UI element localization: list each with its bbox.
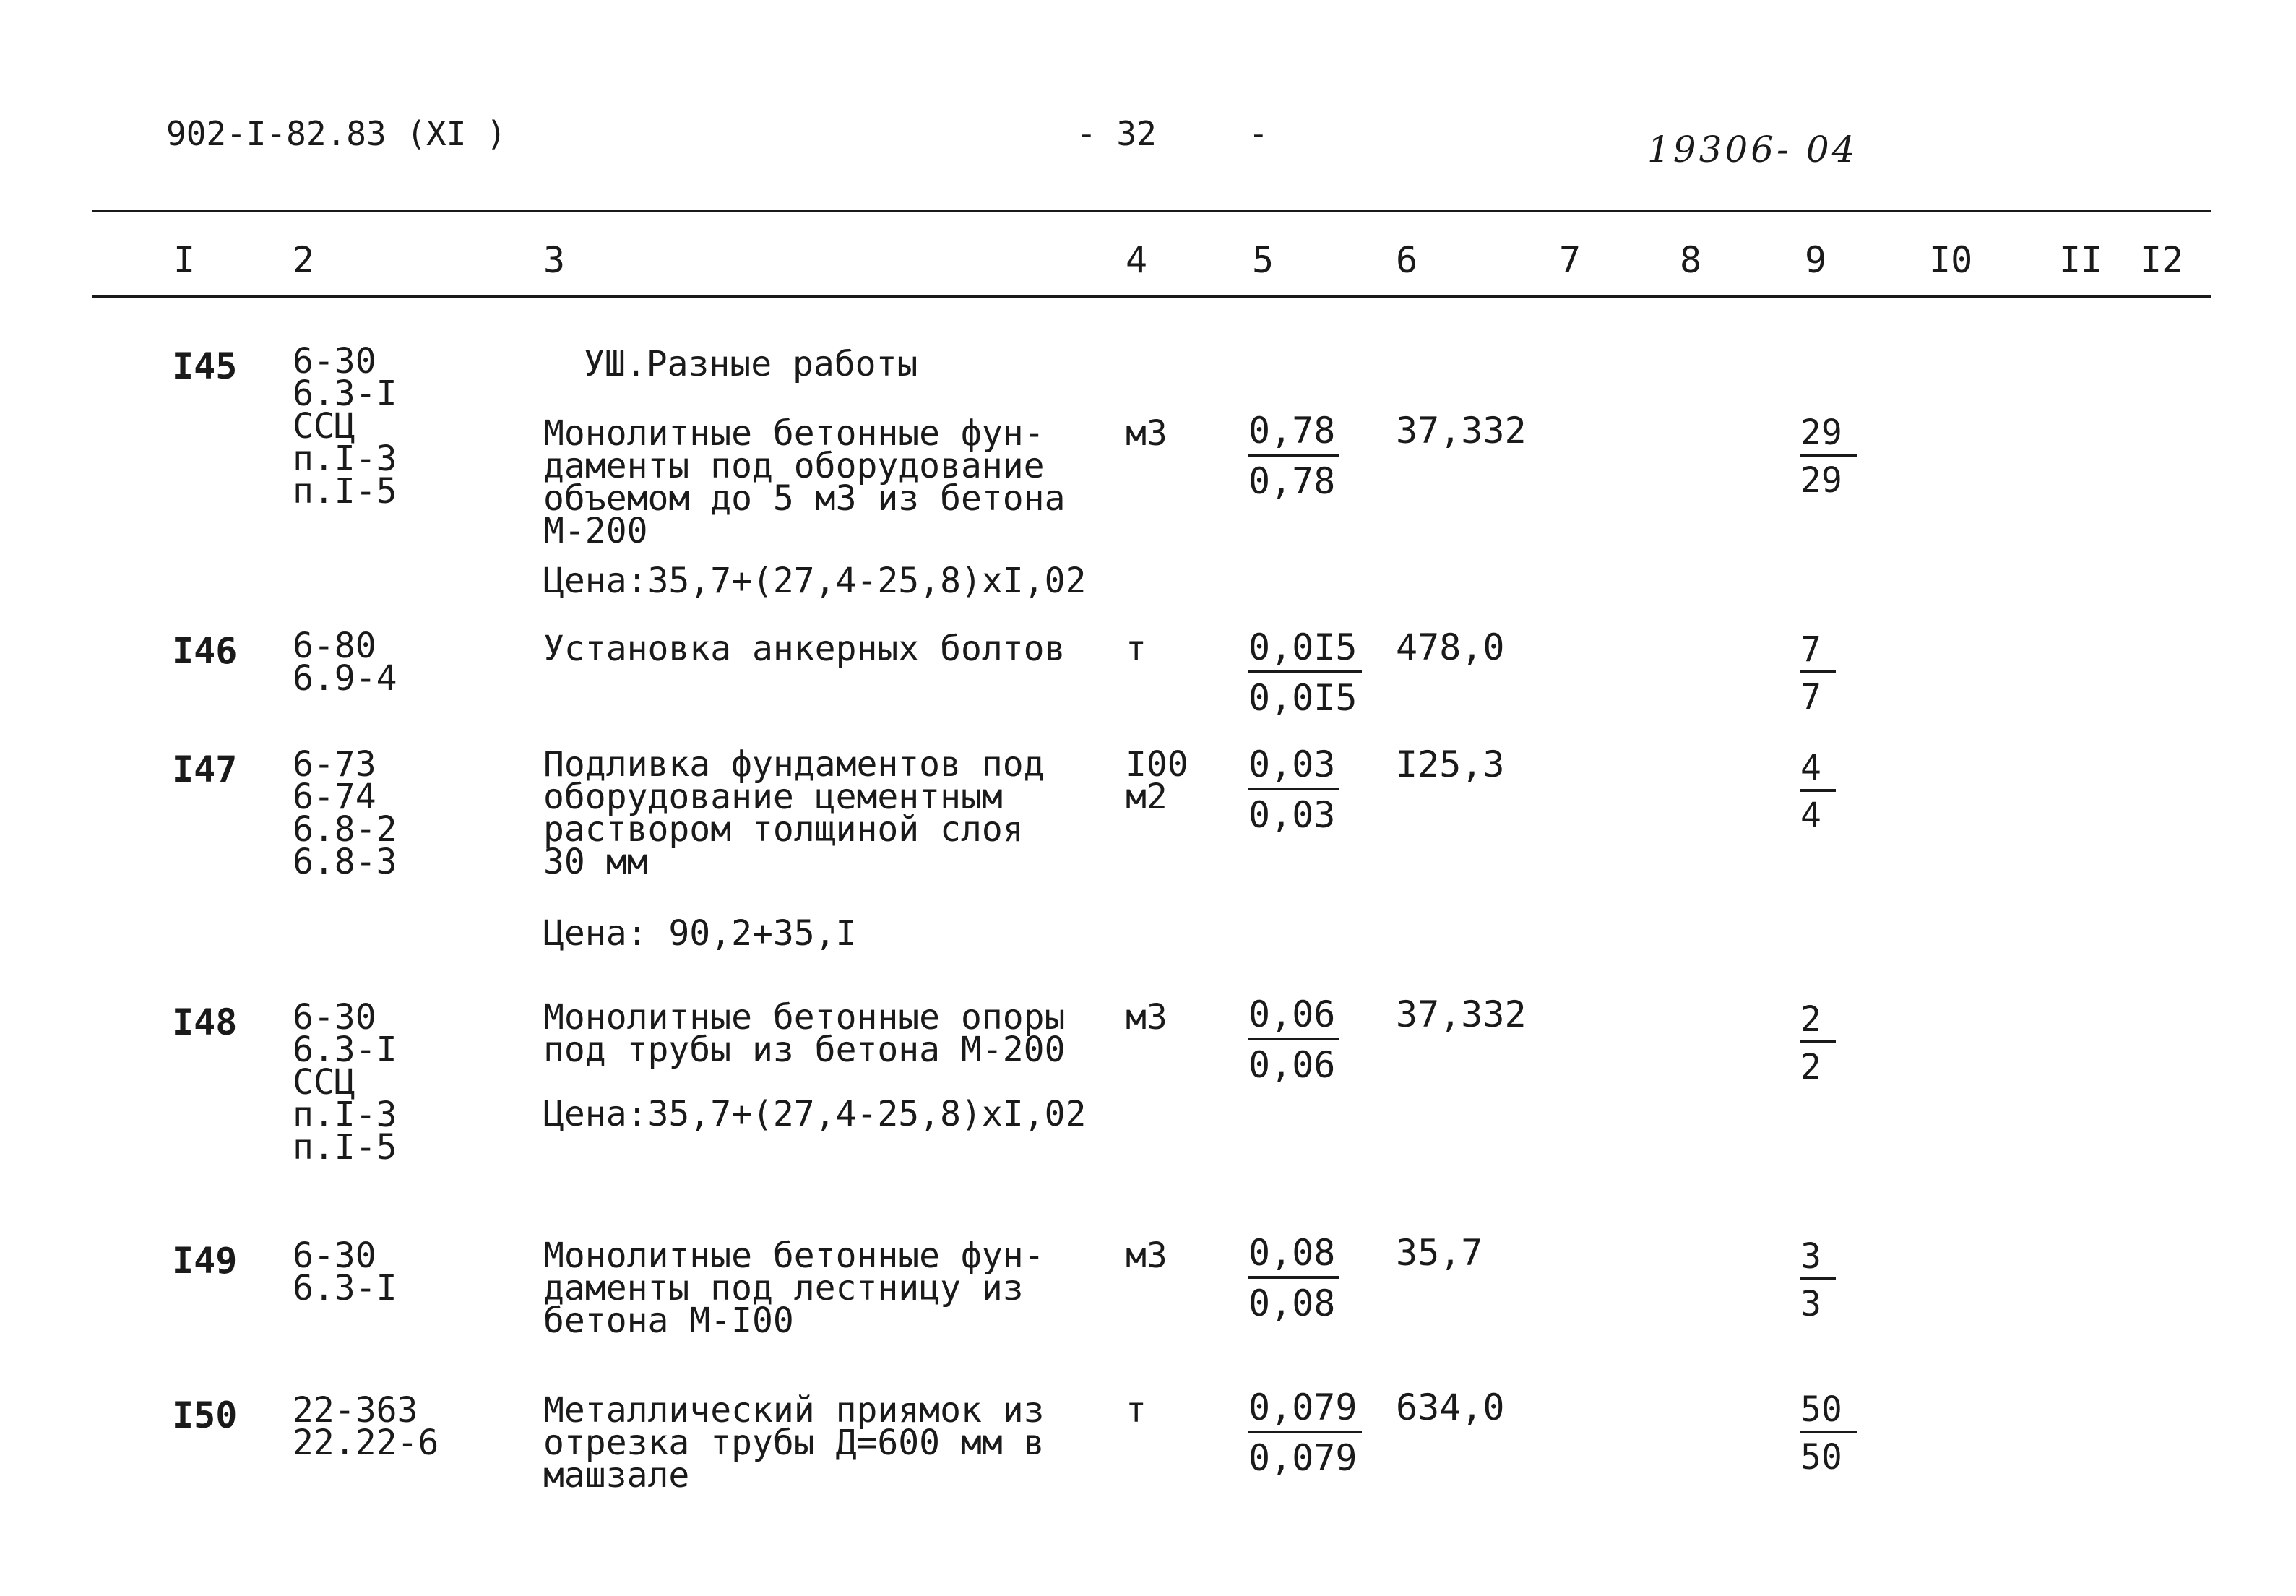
col9-top: 4 xyxy=(1800,749,1836,792)
row-codes: 6-80 6.9-4 xyxy=(293,626,397,699)
quantity-bottom: 0,03 xyxy=(1248,794,1336,836)
row-description: Монолитные бетонные опоры под трубы из бетона М-200 xyxy=(543,997,1066,1070)
row-unit: м3 xyxy=(1126,413,1168,454)
quantity-bottom: 0,0I5 xyxy=(1248,677,1358,719)
page-number: - 32 xyxy=(1076,114,1157,153)
col9-top: 29 xyxy=(1800,413,1857,457)
col-header-6: 6 xyxy=(1396,239,1418,281)
quantity-top: 0,08 xyxy=(1248,1233,1339,1279)
row-description: Монолитные бетонные фун- даменты под оборудование объемом до 5 м3 из бетона М-200 xyxy=(543,413,1066,551)
row-codes: 6-30 6.3-I ССЦ п.I-3 п.I-5 xyxy=(293,341,397,512)
quantity-bottom: 0,079 xyxy=(1248,1437,1358,1479)
row-number: I50 xyxy=(172,1394,238,1436)
row-number: I48 xyxy=(172,1001,238,1043)
col9-bottom: 4 xyxy=(1800,795,1821,836)
col-header-7: 7 xyxy=(1559,239,1581,281)
row-rate: 37,332 xyxy=(1396,993,1527,1035)
document-code: 902-I-82.83 (XI ) xyxy=(166,114,506,153)
row-number: I45 xyxy=(172,345,238,387)
row-col9 xyxy=(1800,1390,1857,1477)
row-description: Установка анкерных болтов xyxy=(543,629,1066,669)
row-description: Подливка фундаментов под оборудование цементным раствором толщиной слоя 30 мм xyxy=(543,744,1045,882)
row-description: Металлический приямок из отрезка трубы Д=600 мм в машзале xyxy=(543,1390,1045,1496)
row-price: Цена: 90,2+35,I xyxy=(543,913,857,954)
row-codes: 22-363 22.22-6 xyxy=(293,1390,439,1463)
quantity-bottom: 0,78 xyxy=(1248,460,1336,502)
quantity-bottom: 0,06 xyxy=(1248,1044,1336,1086)
header-dash: - xyxy=(1248,114,1269,153)
handwritten-code: 19306- 04 xyxy=(1647,129,1858,171)
row-unit: м3 xyxy=(1126,1235,1168,1276)
quantity-top: 0,03 xyxy=(1248,744,1339,790)
col-header-1: I xyxy=(173,239,196,281)
quantity-top: 0,06 xyxy=(1248,994,1339,1040)
row-quantity xyxy=(1248,1233,1339,1324)
row-unit: I00 м2 xyxy=(1126,744,1188,817)
row-quantity xyxy=(1248,744,1339,835)
row-description: Монолитные бетонные фун- даменты под лестницу из бетона М-I00 xyxy=(543,1235,1045,1341)
row-rate: I25,3 xyxy=(1396,743,1505,785)
row-col9 xyxy=(1800,1000,1836,1087)
col9-bottom: 29 xyxy=(1800,460,1842,501)
col9-bottom: 7 xyxy=(1800,677,1821,717)
row-number: I47 xyxy=(172,749,238,790)
col9-top: 7 xyxy=(1800,630,1836,673)
col9-top: 2 xyxy=(1800,1000,1836,1043)
col-header-10: I0 xyxy=(1929,239,1973,281)
row-rate: 37,332 xyxy=(1396,410,1527,452)
col-header-11: II xyxy=(2059,239,2103,281)
quantity-top: 0,78 xyxy=(1248,410,1339,457)
row-price: Цена:35,7+(27,4-25,8)xI,02 xyxy=(543,561,1087,601)
header-bottom-rule xyxy=(92,295,2211,298)
row-quantity xyxy=(1248,994,1339,1085)
row-codes: 6-30 6.3-I xyxy=(293,1235,397,1308)
col-header-8: 8 xyxy=(1680,239,1702,281)
row-rate: 35,7 xyxy=(1396,1232,1483,1274)
col9-top: 3 xyxy=(1800,1237,1836,1280)
row-price: Цена:35,7+(27,4-25,8)xI,02 xyxy=(543,1094,1087,1134)
row-col9 xyxy=(1800,1237,1836,1324)
col-header-12: I2 xyxy=(2140,239,2184,281)
quantity-bottom: 0,08 xyxy=(1248,1282,1336,1324)
row-col9 xyxy=(1800,749,1836,835)
col9-top: 50 xyxy=(1800,1390,1857,1433)
row-number: I46 xyxy=(172,630,238,672)
row-unit: т xyxy=(1126,629,1147,669)
row-number: I49 xyxy=(172,1240,238,1282)
col-header-4: 4 xyxy=(1126,239,1148,281)
col9-bottom: 2 xyxy=(1800,1047,1821,1087)
col9-bottom: 50 xyxy=(1800,1437,1842,1478)
row-rate: 634,0 xyxy=(1396,1386,1505,1428)
col-header-2: 2 xyxy=(293,239,315,281)
row-quantity xyxy=(1248,627,1362,718)
table-top-rule xyxy=(92,210,2211,212)
quantity-top: 0,079 xyxy=(1248,1387,1362,1433)
row-codes: 6-30 6.3-I ССЦ п.I-3 п.I-5 xyxy=(293,997,397,1168)
row-col9 xyxy=(1800,413,1857,500)
row-rate: 478,0 xyxy=(1396,626,1505,668)
quantity-top: 0,0I5 xyxy=(1248,627,1362,673)
col-header-3: 3 xyxy=(543,239,566,281)
col-header-5: 5 xyxy=(1252,239,1274,281)
section-title: УШ.Разные работы xyxy=(584,344,918,384)
row-codes: 6-73 6-74 6.8-2 6.8-3 xyxy=(293,744,397,882)
col9-bottom: 3 xyxy=(1800,1284,1821,1324)
row-col9 xyxy=(1800,630,1836,717)
row-unit: т xyxy=(1126,1390,1147,1431)
row-quantity xyxy=(1248,410,1339,501)
row-unit: м3 xyxy=(1126,997,1168,1038)
row-quantity xyxy=(1248,1387,1362,1478)
col-header-9: 9 xyxy=(1805,239,1827,281)
